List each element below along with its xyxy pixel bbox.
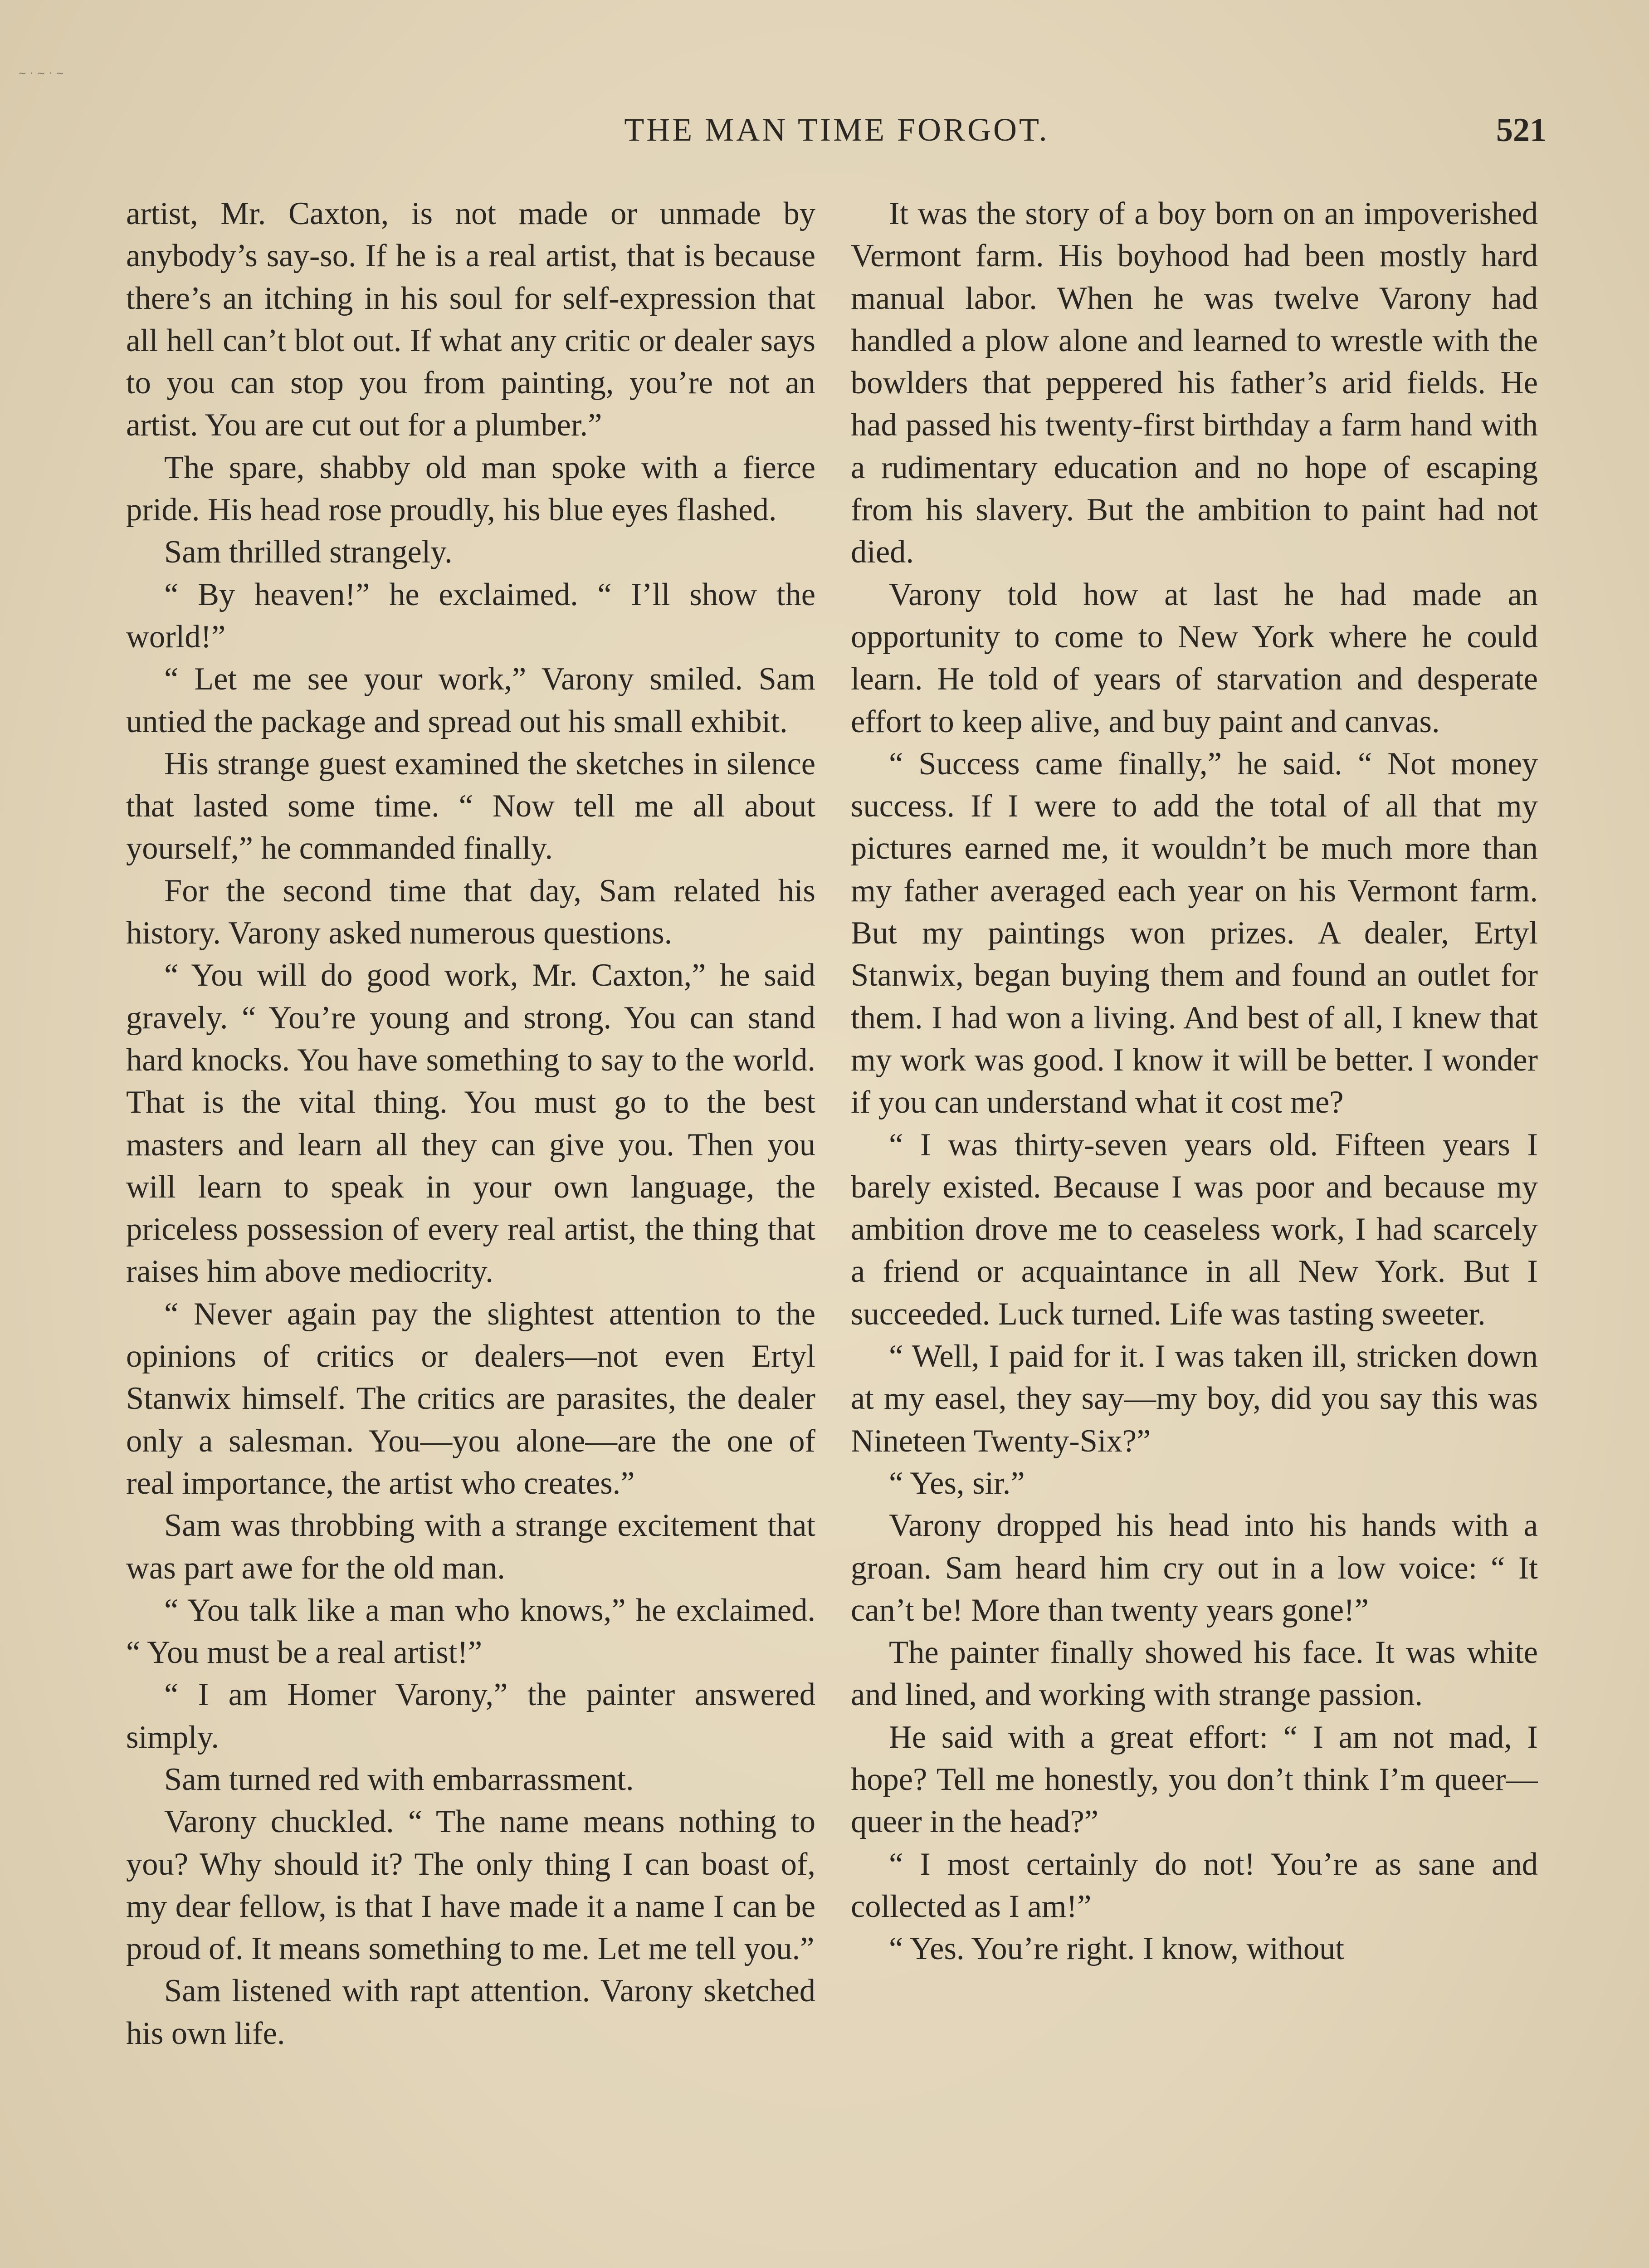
running-title: THE MAN TIME FORGOT.	[624, 112, 1049, 148]
margin-smudge: ~·~·~	[18, 68, 68, 79]
paragraph: “ By heaven!” he exclaimed. “ I’ll show the world!”	[126, 577, 815, 655]
paragraph: “ Success came finally,” he said. “ Not money success. If I were to add the total of all that my pictures earned me, it wouldn’t be much more than my father averaged each year on his Vermont farm. But my paintings won prizes. A dealer, Ertyl Stanwix, began buying them and found an outlet for them. I had won a living. And best of all, I knew that my work was good. I know it will be better. I wonder if you can understand what it cost me?	[851, 746, 1538, 1120]
page-header	[127, 111, 1547, 161]
paragraph: It was the story of a boy born on an impoverished Vermont farm. His boyhood had been mostly hard manual labor. When he was twelve Varony had handled a plow alone and learned to wrestle with the bowlders that peppered his father’s arid fields. He had passed his twenty-first birthday a farm hand with a rudimentary education and no hope of escaping from his slavery. But the ambition to paint had not died.	[851, 196, 1538, 570]
paragraph: Varony told how at last he had made an opportunity to come to New York where he could learn. He told of years of starvation and desperate effort to keep alive, and buy paint and canvas.	[851, 577, 1538, 739]
paragraph: “ I am Homer Varony,” the painter answered simply.	[126, 1677, 815, 1755]
paragraph: The painter finally showed his face. It was white and lined, and working with strange passion.	[851, 1635, 1538, 1713]
right-column	[851, 193, 1538, 2268]
paragraph: Varony dropped his head into his hands with a groan. Sam heard him cry out in a low voice: “ It can’t be! More than twenty years gone!”	[851, 1508, 1538, 1628]
paragraph: “ You talk like a man who knows,” he exclaimed. “ You must be a real artist!”	[126, 1592, 815, 1671]
paragraph: Sam was throbbing with a strange excitement that was part awe for the old man.	[126, 1508, 815, 1586]
left-column	[126, 193, 815, 2268]
paragraph: “ You will do good work, Mr. Caxton,” he said gravely. “ You’re young and strong. You can stand hard knocks. You have something to say to the world. That is the vital thing. You must go to the best masters and learn all they can give you. Then you will learn to speak in your own language, the priceless possession of every real artist, the thing that raises him above mediocrity.	[126, 958, 815, 1290]
paragraph: “ Never again pay the slightest attention to the opinions of critics or dealers—not even Ertyl Stanwix himself. The critics are parasites, the dealer only a salesman. You—you alone—are the one of real importance, the artist who creates.”	[126, 1296, 815, 1501]
paragraph: He said with a great effort: “ I am not mad, I hope? Tell me honestly, you don’t think I’m queer—queer in the head?”	[851, 1719, 1538, 1840]
paragraph: Sam thrilled strangely.	[164, 534, 453, 570]
paragraph: The spare, shabby old man spoke with a fierce pride. His head rose proudly, his blue eyes flashed.	[126, 450, 815, 528]
page-number: 521	[1496, 112, 1547, 149]
paragraph: Sam turned red with embarrassment.	[164, 1761, 634, 1797]
paragraph: artist, Mr. Caxton, is not made or unmade by anybody’s say-so. If he is a real artist, that is because there’s an itching in his soul for self-expression that all hell can’t blot out. If what any critic or dealer says to you can stop you from painting, you’re not an artist. You are cut out for a plumber.”	[126, 196, 815, 443]
paragraph: Varony chuckled. “ The name means nothing to you? Why should it? The only thing I can boast of, my dear fellow, is that I have made it a name I can be proud of. It means something to me. Let me tell you.”	[126, 1804, 815, 1967]
paragraph: Sam listened with rapt attention. Varony sketched his own life.	[126, 1973, 815, 2051]
paragraph: “ I most certainly do not! You’re as sane and collected as I am!”	[851, 1846, 1538, 1924]
paragraph: For the second time that day, Sam related his history. Varony asked numerous questions.	[126, 873, 815, 951]
paragraph: “ Well, I paid for it. I was taken ill, stricken down at my easel, they say—my boy, did you say this was Nineteen Twenty-Six?”	[851, 1339, 1538, 1459]
paragraph: “ Yes. You’re right. I know, without	[889, 1931, 1345, 1967]
paragraph: “ Yes, sir.”	[889, 1465, 1025, 1501]
paragraph: “ I was thirty-seven years old. Fifteen years I barely existed. Because I was poor and because my ambition drove me to ceaseless work, I had scarcely a friend or acquaintance in all New York. But I succeeded. Luck turned. Life was tasting sweeter.	[851, 1127, 1538, 1332]
paragraph: “ Let me see your work,” Varony smiled. Sam untied the package and spread out his small exhibit.	[126, 661, 815, 739]
paragraph: His strange guest examined the sketches in silence that lasted some time. “ Now tell me all about yourself,” he commanded finally.	[126, 746, 815, 866]
